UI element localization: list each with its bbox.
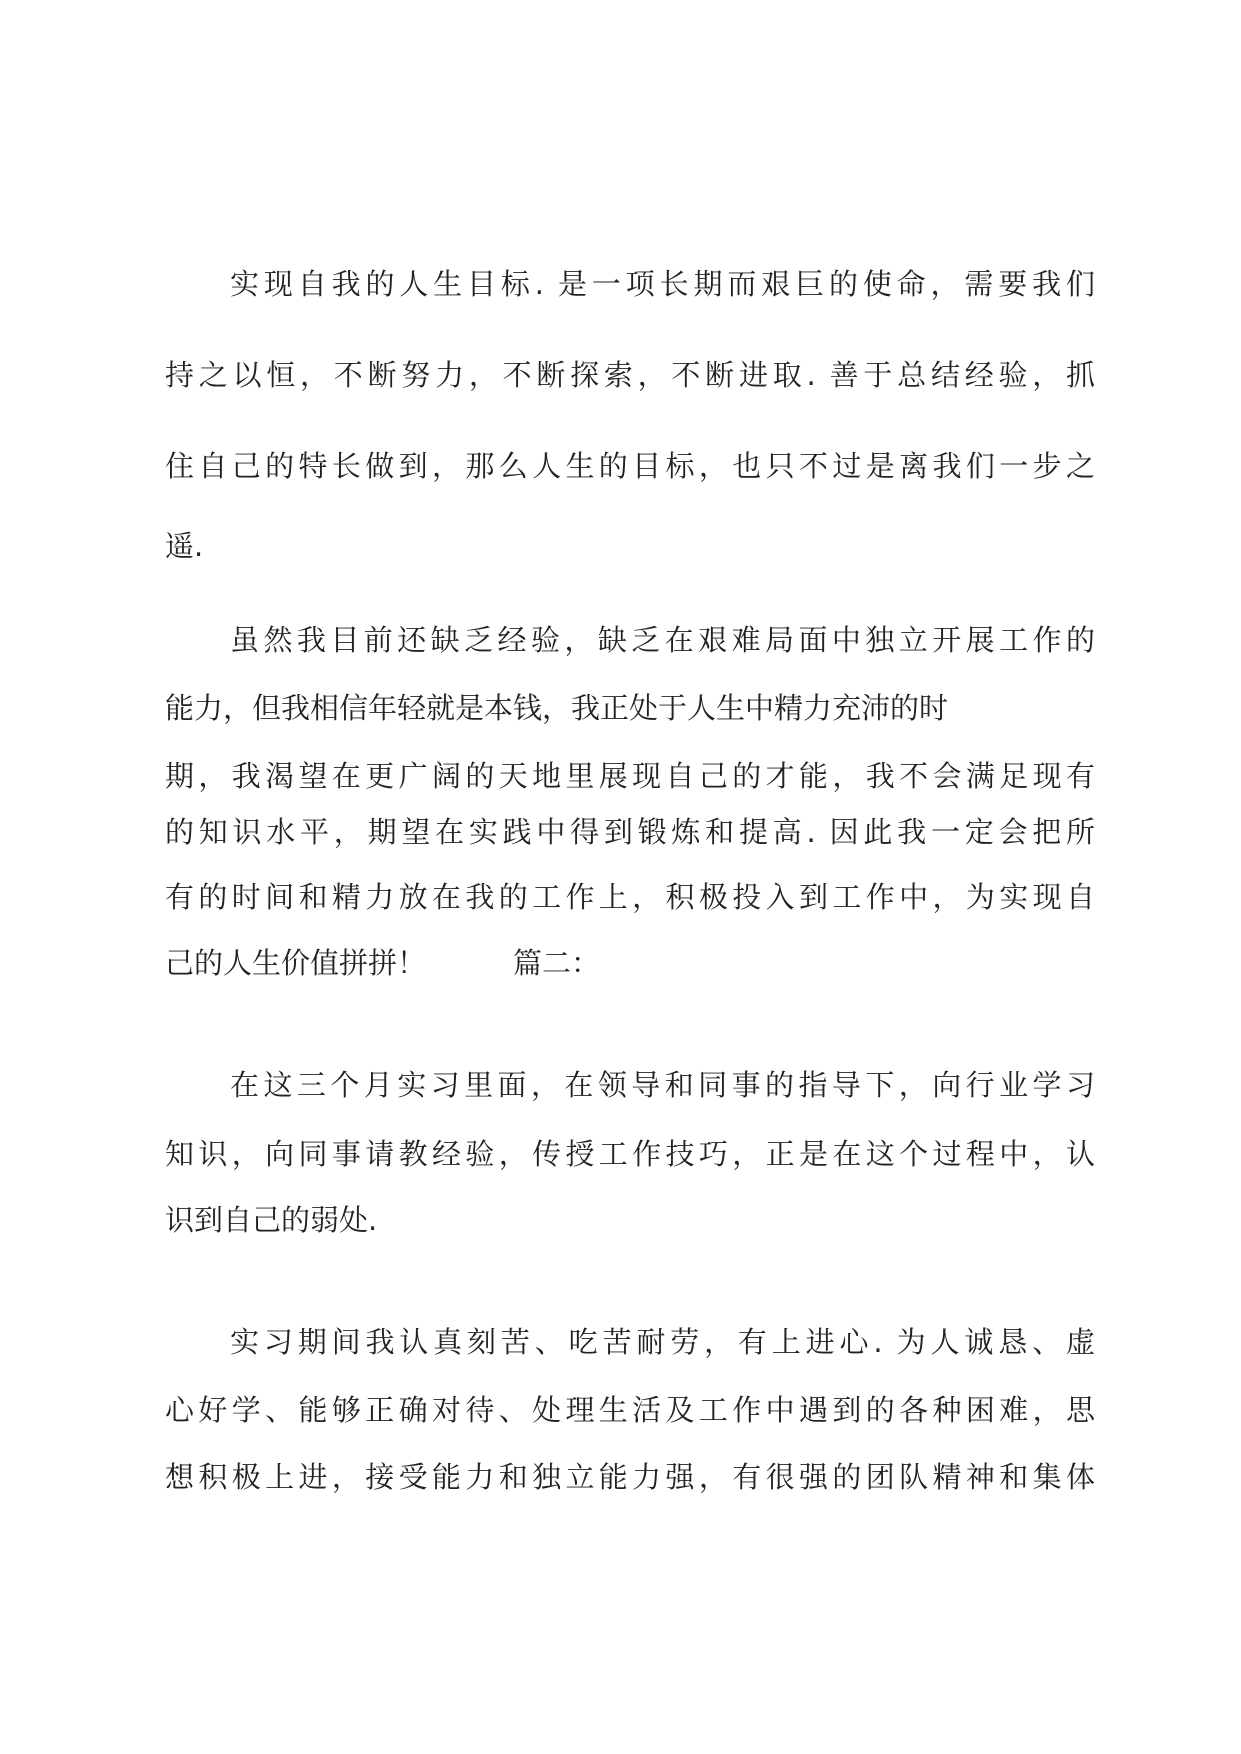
paragraph-4-line-3: 想积极上进，接受能力和独立能力强，有很强的团队精神和集体 <box>165 1460 1095 1494</box>
paragraph-4-line-2: 心好学、能够正确对待、处理生活及工作中遇到的各种困难，思 <box>165 1393 1095 1427</box>
paragraph-2-line-2: 能力，但我相信年轻就是本钱，我正处于人生中精力充沛的时 <box>165 691 949 725</box>
paragraph-2-line-5: 有的时间和精力放在我的工作上，积极投入到工作中，为实现自 <box>165 880 1095 914</box>
paragraph-1-line-2: 持之以恒，不断努力，不断探索，不断进取. 善于总结经验，抓 <box>165 358 1095 392</box>
paragraph-1-line-1: 实现自我的人生目标. 是一项长期而艰巨的使命，需要我们 <box>230 267 1095 301</box>
paragraph-2-line-6: 己的人生价值拼拼！ 篇二： <box>165 946 601 980</box>
paragraph-2-line-1: 虽然我目前还缺乏经验，缺乏在艰难局面中独立开展工作的 <box>230 623 1095 657</box>
paragraph-3-line-2: 知识，向同事请教经验，传授工作技巧，正是在这个过程中，认 <box>165 1137 1095 1171</box>
paragraph-2-line-4: 的知识水平，期望在实践中得到锻炼和提高. 因此我一定会把所 <box>165 815 1095 849</box>
paragraph-4-line-1: 实习期间我认真刻苦、吃苦耐劳，有上进心. 为人诚恳、虚 <box>230 1325 1095 1359</box>
paragraph-1-line-3: 住自己的特长做到，那么人生的目标，也只不过是离我们一步之 <box>165 449 1095 483</box>
paragraph-3-line-3: 识到自己的弱处. <box>165 1203 378 1237</box>
paragraph-3-line-1: 在这三个月实习里面，在领导和同事的指导下，向行业学习 <box>230 1068 1095 1102</box>
paragraph-1-line-4: 遥. <box>165 529 204 563</box>
paragraph-2-line-3: 期，我渴望在更广阔的天地里展现自己的才能，我不会满足现有 <box>165 759 1095 793</box>
